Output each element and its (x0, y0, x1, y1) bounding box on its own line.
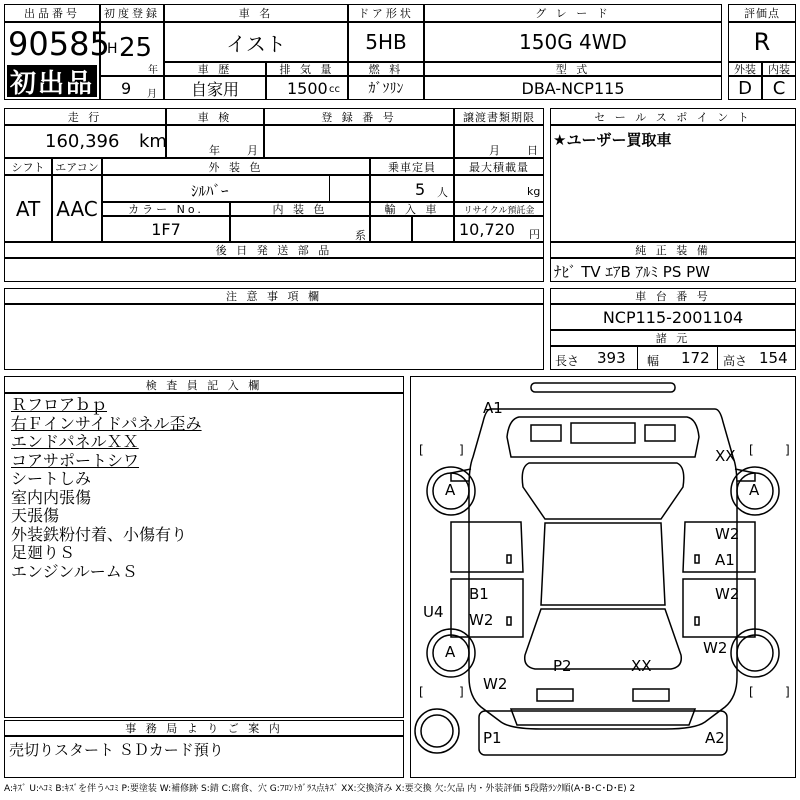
inspection-year-unit: 年 (209, 144, 220, 157)
left-rear-handle (507, 617, 511, 625)
dimensions-label: 諸 元 (550, 330, 796, 346)
sales-point: ★ユーザー買取車 (553, 131, 672, 149)
windshield (522, 463, 684, 519)
door-type-label: ドア形状 (348, 4, 424, 22)
lot-number-label: 出品番号 (4, 4, 100, 22)
first-registration-label: 初度登録 (100, 4, 164, 22)
lot-number: 90585 (8, 25, 110, 63)
aircon-label: エアコン (52, 158, 102, 175)
equipment-label: 純 正 装 備 (550, 242, 796, 258)
grade: 150G 4WD (424, 22, 722, 62)
inspection-month-unit: 月 (247, 144, 258, 157)
model-label: 型 式 (424, 62, 722, 76)
exterior-color-label: 外 装 色 (102, 158, 370, 175)
import-cell-b (412, 216, 454, 242)
bracket-left-rear-open: [ (419, 685, 424, 699)
first-listing-badge: 初出品 (7, 65, 97, 97)
transfer-deadline-label: 譲渡書類期限 (454, 108, 544, 125)
inspection-cell (166, 125, 264, 158)
mileage-cell (4, 125, 166, 158)
score: R (728, 22, 796, 62)
width: 172 (681, 349, 710, 367)
fuel-label: 燃 料 (348, 62, 424, 76)
left-front-handle (507, 555, 511, 563)
recycle-fee: 10,720 (459, 220, 515, 239)
plate-label: 登 録 番 号 (264, 108, 454, 125)
bracket-right-front-close: ] (785, 443, 790, 457)
inspector-note: コアサポートシワ (11, 450, 140, 470)
interior-label: 内装 (762, 62, 796, 76)
door-type: 5HB (348, 22, 424, 62)
inspector-note: 天張傷 (11, 506, 60, 525)
spare-tire-inner (421, 715, 453, 747)
mark-u4: U4 (423, 603, 444, 621)
roof (541, 523, 665, 605)
interior-color-label: 内 装 色 (230, 202, 370, 216)
grille (571, 423, 635, 443)
inspector-note: エンドパネルＸＸ (11, 432, 139, 451)
inspector-notes-label: 検 査 員 記 入 欄 (4, 376, 404, 393)
mark-a1-front: A1 (483, 399, 503, 417)
mark-a-left-rear-wheel: A (445, 643, 456, 661)
rear-window (525, 609, 682, 669)
sales-point-label: セ ー ル ス ポ イ ン ト (550, 108, 796, 125)
reg-month-cell (100, 76, 164, 100)
underbody-plate (479, 711, 727, 755)
inspector-notes-list (11, 396, 202, 581)
legend: A:ｷｽﾞ U:ﾍｺﾐ B:ｷｽﾞを伴うﾍｺﾐ P:要塗装 W:補修跡 S:錆 C:腐食、穴 G:ﾌﾛﾝﾄｶﾞﾗｽ点ｷｽﾞ XX:交換済み X:要交換 欠:欠品 内・外装評価 5段階ﾗﾝｸ順(A･B･C･D･E) 2 (4, 784, 636, 794)
displacement-unit: cc (329, 84, 340, 95)
mark-a1-right-front-door: A1 (715, 551, 735, 569)
plate-cell (264, 125, 454, 158)
transfer-month-unit: 月 (489, 144, 500, 157)
capacity-cell (370, 175, 454, 202)
mark-w2-right-rear-wheel: W2 (703, 639, 728, 657)
bracket-left-front-open: [ (419, 443, 424, 457)
car-diagram (411, 377, 795, 777)
inspection-label: 車 検 (166, 108, 264, 125)
mark-p1: P1 (483, 729, 502, 747)
mileage-unit: km (139, 131, 167, 152)
shift-label: シフト (4, 158, 52, 175)
inspector-note: 右Ｆインサイドパネル歪み (11, 413, 202, 433)
mark-xx-right: XX (715, 447, 736, 465)
color-no-label: カラー No. (102, 202, 230, 216)
equipment-cell (550, 258, 796, 282)
height: 154 (759, 349, 788, 367)
mark-w2-left-rear: W2 (483, 675, 508, 693)
recycle-label: リサイクル預託金 (454, 202, 544, 216)
max-load-cell (454, 175, 544, 202)
year-unit: 年 (148, 65, 158, 76)
grade-label: グ レ ー ド (424, 4, 722, 22)
displacement: 1500 (287, 79, 328, 98)
era: H (107, 41, 118, 57)
mark-w2-right-front-door: W2 (715, 525, 740, 543)
mark-w2-left-rear-door: W2 (469, 611, 494, 629)
history-label: 車 歴 (164, 62, 266, 76)
lot-number-cell (4, 22, 110, 100)
max-load-label: 最大積載量 (454, 158, 544, 175)
inspector-note: 足廻りＳ (11, 543, 76, 562)
displacement-label: 排 気 量 (266, 62, 348, 76)
exterior-grade: D (728, 76, 762, 100)
inspector-note: Ｒフロアｂｐ (11, 395, 108, 414)
interior-color-unit: 系 (355, 229, 366, 242)
history: 自家用 (164, 76, 266, 100)
left-front-door (451, 522, 523, 572)
front-bumper (531, 383, 675, 392)
mark-a2: A2 (705, 729, 725, 747)
max-load-unit: kg (527, 185, 541, 198)
right-rear-handle (695, 617, 699, 625)
headlight-right (645, 425, 675, 441)
car-diagram-frame (410, 376, 796, 778)
transfer-day-unit: 日 (527, 144, 538, 157)
interior-grade: C (762, 76, 796, 100)
wheel-right-rear-inner (737, 635, 773, 671)
mark-w2-right-rear-door: W2 (715, 585, 740, 603)
caution-cell (4, 304, 544, 370)
dimensions-cell (550, 346, 796, 370)
bracket-right-rear-open: [ (749, 685, 754, 699)
later-parts-cell (4, 258, 544, 282)
office-notice-label: 事 務 局 よ り ご 案 内 (4, 720, 404, 736)
width-label: 幅 (647, 354, 660, 368)
recycle-unit: 円 (529, 228, 540, 241)
tail-light-left (537, 689, 573, 701)
inspector-notes-cell (4, 393, 404, 718)
bracket-left-front-close: ] (459, 443, 464, 457)
mileage-label: 走 行 (4, 108, 166, 125)
displacement-cell (266, 76, 348, 100)
chassis-label: 車 台 番 号 (550, 288, 796, 304)
length: 393 (597, 349, 626, 367)
import-cell-a (370, 216, 412, 242)
sales-point-cell (550, 125, 796, 242)
shift: AT (4, 175, 52, 242)
score-label: 評価点 (728, 4, 796, 22)
inspector-note: 外装鉄粉付着、小傷有り (11, 524, 188, 544)
height-label: 高さ (723, 354, 748, 368)
first-registration-cell (100, 22, 164, 76)
bracket-left-rear-close: ] (459, 685, 464, 699)
length-label: 長さ (555, 354, 580, 368)
reg-month: 9 (121, 79, 132, 98)
inspector-note: エンジンルームＳ (11, 561, 138, 581)
month-unit: 月 (147, 89, 157, 100)
capacity-unit: 人 (437, 186, 448, 199)
mark-b1-left-rear-door: B1 (469, 585, 489, 603)
mark-a-left-front-wheel: A (445, 481, 456, 499)
office-notice: 売切りスタート ＳＤカード預り (9, 741, 224, 759)
fuel: ｶﾞｿﾘﾝ (348, 76, 424, 100)
headlight-left (531, 425, 561, 441)
office-notice-cell (4, 736, 404, 778)
tail-light-right (633, 689, 669, 701)
mark-xx-rear: XX (631, 657, 652, 675)
import-label: 輸 入 車 (370, 202, 454, 216)
aircon: AAC (52, 175, 102, 242)
exterior-label: 外装 (728, 62, 762, 76)
transfer-deadline-cell (454, 125, 544, 158)
capacity-label: 乗車定員 (370, 158, 454, 175)
right-front-handle (695, 555, 699, 563)
capacity: 5 (415, 180, 426, 199)
mark-p2-rear: P2 (553, 657, 572, 675)
dim-divider-2 (717, 347, 718, 369)
inspector-note: シートしみ (11, 469, 92, 488)
car-name: イスト (164, 22, 348, 62)
model: DBA-NCP115 (424, 76, 722, 100)
later-parts-label: 後 日 発 送 部 品 (4, 242, 544, 258)
inspector-note: 室内内張傷 (11, 487, 92, 507)
recycle-cell (454, 216, 544, 242)
dim-divider-1 (637, 347, 638, 369)
exterior-color: ｼﾙﾊﾞｰ (191, 182, 229, 200)
exterior-color-cell (102, 175, 370, 202)
car-name-label: 車 名 (164, 4, 348, 22)
chassis-number: NCP115-2001104 (550, 304, 796, 330)
caution-label: 注 意 事 項 欄 (4, 288, 544, 304)
color-divider (329, 175, 330, 202)
color-no: 1F7 (102, 216, 230, 242)
bracket-right-front-open: [ (749, 443, 754, 457)
equipment: ﾅﾋﾞ TV ｴｱB ｱﾙﾐ PS PW (554, 263, 710, 281)
bracket-right-rear-close: ] (785, 685, 790, 699)
mileage: 160,396 (45, 131, 120, 152)
reg-year: 25 (119, 33, 153, 63)
mark-a-right-front-wheel: A (749, 481, 760, 499)
interior-color-cell (230, 216, 370, 242)
